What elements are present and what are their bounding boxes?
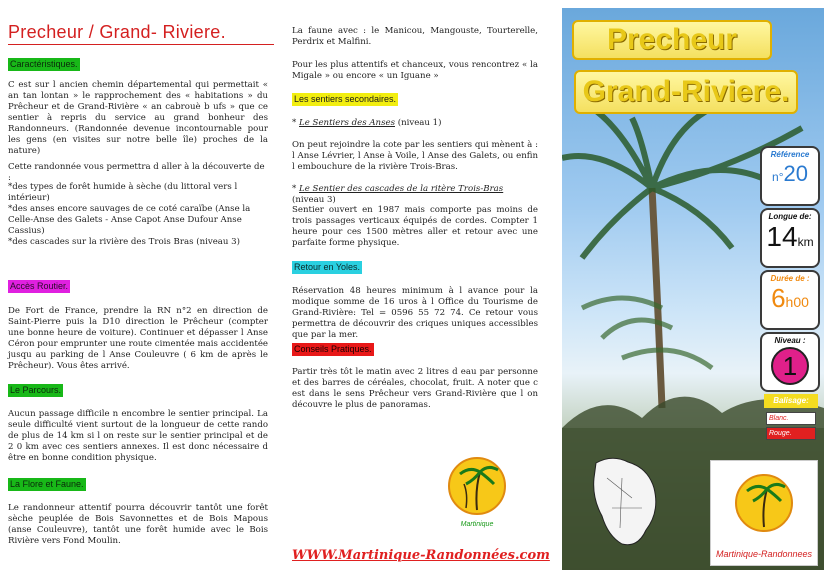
heading-acces-routier: Accès Routier. <box>10 281 69 291</box>
bullet: * <box>292 118 300 128</box>
cover-panel <box>562 8 824 570</box>
duration-minutes: h00 <box>785 294 809 310</box>
length-badge <box>760 208 820 268</box>
discover-cascades: *des cascades sur la rivière des Trois Bras (niveau 3) <box>8 237 241 247</box>
faune-paragraph: La faune avec : le Manicou, Mangouste, Tourterelle, Perdrix et Malfini. <box>292 26 538 47</box>
heading-caracteristiques: Caractéristiques. <box>10 59 78 69</box>
duration-value <box>762 283 818 314</box>
cover-logo-box <box>710 460 818 566</box>
yoles-paragraph: Réservation 48 heures minimum à l avance pour la modique somme de 16 uros à l Office du Tourisme de Grand-Rivière: Tel = 0596 55 72 74. Ce retour vous permettra de découvrir des criques uniques accessibles que par la mer. <box>292 286 538 340</box>
heading-parcours: Le Parcours. <box>10 385 62 395</box>
title-underline <box>8 44 274 45</box>
heading-conseils-pratiques: Conseils Pratiques. <box>294 344 372 354</box>
reference-label: Référence <box>770 150 810 159</box>
ref-prefix: n° <box>772 170 784 184</box>
level-badge <box>760 332 820 392</box>
level-label: Niveau : <box>774 336 806 345</box>
flore-paragraph: Le randonneur attentif pourra découvrir tantôt une forêt sèche peuplée de Bois Savonnettes et de Bois Mapous (anse Couleuvre), tantôt une forêt humide avec le Bois Rivière vers Fond Moulin. <box>8 503 268 546</box>
length-unit: km <box>797 235 814 249</box>
randonnee-logo <box>440 450 514 532</box>
balisage-white: Blanc. <box>766 412 816 425</box>
svg-text:Martinique: Martinique <box>460 521 494 528</box>
duration-hours: 6 <box>771 283 786 313</box>
discover-coves: *des anses encore sauvages de ce coté caraïbe (Anse la Celle-Anse des Galets - Anse Capot Anse Dufour Anse Cassius) <box>8 204 251 236</box>
length-number: 14 <box>766 221 798 252</box>
heading-flore-faune: La Flore et Faune. <box>10 479 84 489</box>
reference-number <box>762 161 818 187</box>
level-value: 1 <box>771 347 809 385</box>
heading-retour-yoles: Retour en Yoles. <box>294 262 361 272</box>
balisage-label: Balisage: <box>764 394 818 408</box>
anses-paragraph: On peut rejoindre la cote par les sentiers qui mènent à : l Anse Lévrier, l Anse à Voile, l Anse des Galets, ou enfin l embouchure de la rivière Trois-Bras. <box>292 140 538 172</box>
parcours-paragraph: Aucun passage difficile n encombre le sentier principal. La seule difficulté vient surtout de la longueur de cette rando de plus de 14 km si l on reste sur le sentier principal et de 2 0 km avec ces sentiers annexes. Il est donc nécessaire d être en bonne condition physique. <box>8 409 268 463</box>
reference-badge <box>760 146 820 206</box>
length-value <box>762 221 818 253</box>
discover-forests: *des types de forêt humide à sèche (du littoral vers l intérieur) <box>8 182 238 203</box>
sentier-anses-link[interactable]: Le Sentiers des Anses <box>299 118 395 128</box>
banner-precheur: Precheur <box>572 20 772 60</box>
ref-value: 20 <box>783 161 808 186</box>
cover-logo-text: Martinique-Randonnees <box>715 549 813 559</box>
conseils-paragraph: Partir très tôt le matin avec 2 litres d eau par personne et des barres de céréales, chocolat, fruit. A noter que c est dans le sens Prêcheur vers Grand-Rivière que l on découvre le plus de panoramas. <box>292 367 538 410</box>
sentier-cascades-link[interactable]: Le Sentier des cascades de la ritère Trois-Bras <box>299 184 504 194</box>
length-label: Longue de: <box>768 212 812 221</box>
cascades-paragraph: Sentier ouvert en 1987 mais comporte pas moins de trois passages verticaux équipés de cordes. Compter 1 heure pour ces 1500 mètres aller et retour avec une parfaite forme physique. <box>292 205 538 248</box>
sentier-cascades-line <box>292 184 538 206</box>
duration-label: Durée de : <box>770 274 810 283</box>
banner-grand-riviere: Grand-Riviere. <box>574 70 798 114</box>
level-note: (niveau 3) <box>292 195 336 205</box>
intro-paragraph: C est sur l ancien chemin départemental qui permettait « an tan lontan » le rapprochement des « habitations » du Prêcheur et de Grand-Rivière « an cabrouè b ufs » que ce sentier à repris du service au grand bonheur des Randonneurs. (Randonnée devenue incontournable pour les gens (en visites sur notre belle île) proches de la nature) <box>8 80 268 156</box>
duration-badge <box>760 270 820 330</box>
sentier-anses-line <box>292 118 538 129</box>
balisage-red: Rouge. <box>766 427 816 440</box>
level-note: (niveau 1) <box>394 118 442 128</box>
cover-logo-icon <box>711 461 817 551</box>
bullet: * <box>292 184 300 194</box>
heading-sentiers-secondaires: Les sentiers secondaires. <box>294 94 397 104</box>
page-title: Precheur / Grand- Riviere. <box>8 22 226 42</box>
website-link[interactable]: WWW.Martinique-Randonnées.com <box>292 548 550 563</box>
migale-paragraph: Pour les plus attentifs et chanceux, vous rencontrez « la Migale » ou encore « un Iguane » <box>292 60 538 81</box>
discover-intro: Cette randonnée vous permettra d aller à la découverte de : <box>8 162 265 183</box>
acces-paragraph: De Fort de France, prendre la RN n°2 en direction de Saint-Pierre puis la D10 direction le Prêcheur (compter une bonne heure de voiture). Continuer et dépasser l Anse Céron pour emprunter une route cimentée mais accidentée jusqu au parking de l Anse Couleuvre ( 6 km de après le Prêcheur). Vous êtes arrivé. <box>8 306 268 371</box>
